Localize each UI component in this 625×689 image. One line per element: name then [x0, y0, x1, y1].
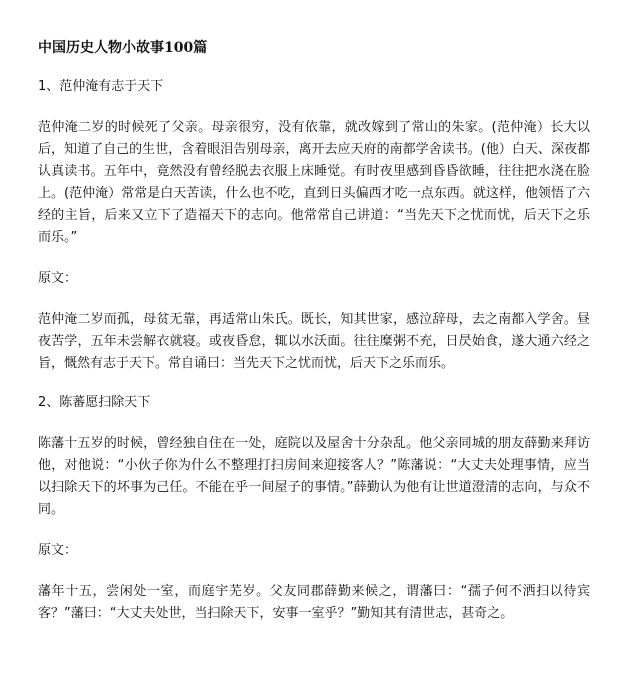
- story-2-original-text: 藩年十五，尝闲处一室，而庭宇芜岁。父友同郡薛勤来候之，谓藩曰：“孺子何不洒扫以待宾客？”藩曰：“大丈夫处世，当扫除天下，安事一室乎？”勤知其有清世志，甚奇之。: [38, 584, 590, 621]
- story-1-original-label: 原文：: [38, 271, 78, 286]
- story-2-heading: 2、陈蕃愿扫除天下: [38, 395, 151, 410]
- story-2-original-label: 原文：: [38, 543, 78, 558]
- story-2-translation: 陈藩十五岁的时候，曾经独自住在一处，庭院以及屋舍十分杂乱。他父亲同城的朋友薛勤来拜访他，对他说：“小伙子你为什么不整理打扫房间来迎接客人？”陈藩说：“大丈夫处理事情，应当以扫除天下的坏事为己任。不能在乎一间屋子的事情。”薛勤认为他有让世道澄清的志向，与众不同。: [38, 436, 590, 517]
- story-1-original-text: 范仲淹二岁而孤，母贫无靠，再适常山朱氏。既长，知其世家，感泣辞母，去之南都入学舍。昼夜苦学，五年未尝解衣就寝。或夜昏怠，辄以水沃面。往往糜粥不充，日昃始食，遂大通六经之旨，慨然有志于天下。常自诵曰：当先天下之忧而忧，后天下之乐而乐。: [38, 312, 590, 371]
- story-1-heading: 1、范仲淹有志于天下: [38, 79, 164, 94]
- document-page: [38, 38, 590, 645]
- story-1-translation: 范仲淹二岁的时候死了父亲。母亲很穷，没有依靠，就改嫁到了常山的朱家。(范仲淹）长大以后，知道了自己的生世，含着眼泪告别母亲，离开去应天府的南都学舍读书。(他）白天、深夜都认真读书。五年中，竟然没有曾经脱去衣服上床睡觉。有时夜里感到昏昏欲睡，往往把水浇在脸上。(范仲淹）常常是白天苦读，什么也不吃，直到日头偏西才吃一点东西。就这样，他领悟了六经的主旨，后来又立下了造福天下的志向。他常常自己讲道：“当先天下之忧而忧，后天下之乐而乐。”: [38, 120, 590, 245]
- document-title: 中国历史人物小故事100篇: [38, 40, 208, 56]
